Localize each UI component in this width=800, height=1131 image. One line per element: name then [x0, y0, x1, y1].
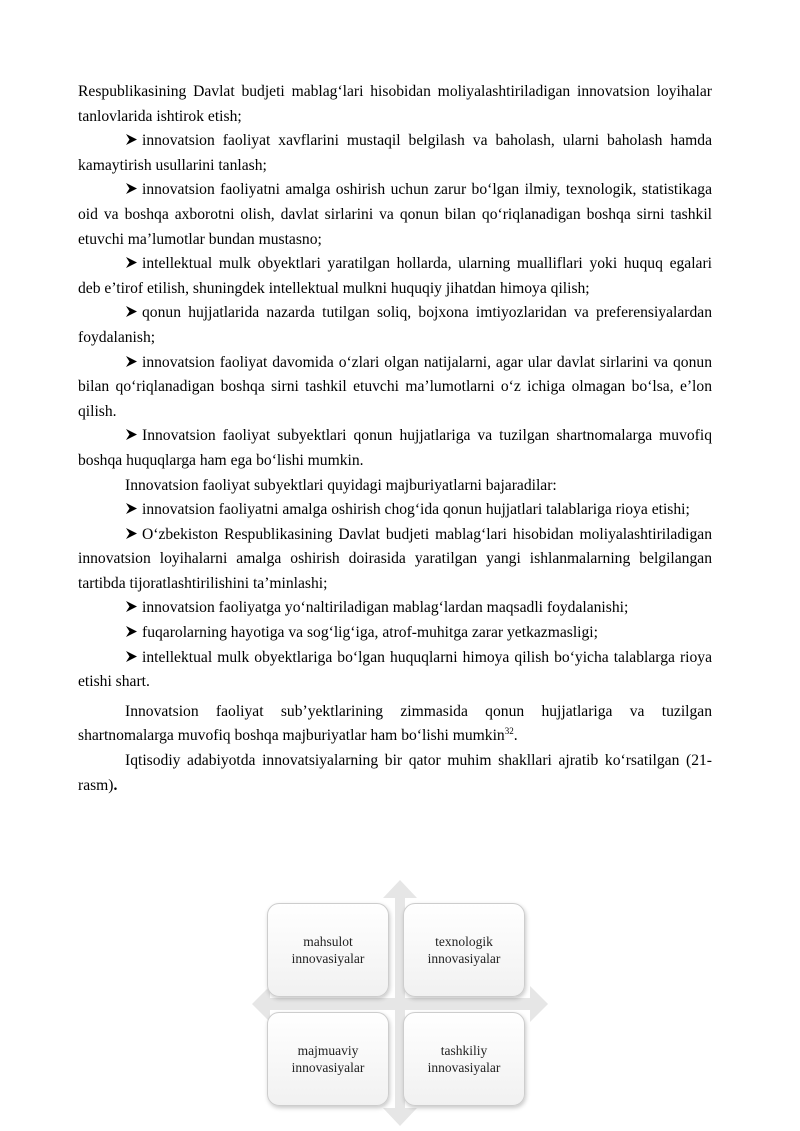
paragraph-text: Iqtisodiy adabiyotda innovatsiyalarning bir qator muhim shakllari ajratib ko‘rsatilgan (21-rasm): [78, 752, 712, 794]
bullet-text: Innovatsion faoliyat subyektlari qonun hujjatlariga va tuzilgan shartnomalarga muvofiq boshqa huquqlarga ham ega bo‘lishi mumkin.: [78, 427, 712, 469]
arrow-bullet-icon: [125, 129, 142, 154]
paragraph: Innovatsion faoliyat subyektlari quyidagi majburiyatlarni bajaradilar:: [125, 476, 557, 494]
document-body: [78, 80, 712, 798]
arrow-bullet-icon: [125, 646, 142, 671]
diagram-box-product-innovations: mahsulot innovasiyalar: [267, 903, 389, 997]
bullet-item: [78, 621, 712, 646]
bullet-item: [78, 301, 712, 350]
arrow-bullet-icon: [125, 424, 142, 449]
innovation-forms-diagram: [250, 880, 550, 1130]
diagram-box-organizational-innovations: tashkiliy innovasiyalar: [403, 1012, 525, 1106]
diagram-box-complex-innovations: majmuaviy innovasiyalar: [267, 1012, 389, 1106]
paragraph: [78, 749, 712, 798]
arrow-bullet-icon: [125, 596, 142, 621]
bullet-item: [78, 523, 712, 597]
bullet-item: [78, 596, 712, 621]
bullet-text: intellektual mulk obyektlari yaratilgan hollarda, ularning mualliflari yoki huquq egalari deb e’tirof etilish, shuningdek intellektual mulkni huquqiy jihatdan himoya qilish;: [78, 255, 712, 297]
arrow-bullet-icon: [125, 351, 142, 376]
paragraph: [78, 700, 712, 749]
arrow-bullet-icon: [125, 178, 142, 203]
bullet-text: innovatsion faoliyat xavflarini mustaqil belgilash va baholash, ularni baholash hamda kamaytirish usullarini tanlash;: [78, 132, 712, 174]
bullet-text: innovatsion faoliyatni amalga oshirish uchun zarur bo‘lgan ilmiy, texnologik, statistikaga oid va boshqa axborotni olish, davlat sirlarini va qonun bilan qo‘riqlanadigan boshqa sirni tashkil etuvchi ma’lumotlar bundan mustasno;: [78, 181, 712, 248]
bullet-item: [78, 646, 712, 695]
bullet-text: fuqarolarning hayotiga va sog‘lig‘iga, atrof-muhitga zarar yetkazmasligi;: [142, 624, 598, 642]
diagram-box-technological-innovations: texnologik innovasiyalar: [403, 903, 525, 997]
bullet-text: innovatsion faoliyatni amalga oshirish chog‘ida qonun hujjatlari talablariga rioya etishi;: [142, 501, 690, 519]
arrow-bullet-icon: [125, 498, 142, 523]
paragraph-text: Innovatsion faoliyat sub’yektlarining zimmasida qonun hujjatlariga va tuzilgan shartnomalarga muvofiq boshqa majburiyatlar ham bo‘lishi mumkin: [78, 702, 712, 745]
bullet-item: [78, 351, 712, 425]
bullet-item: [78, 129, 712, 178]
bullet-item: [78, 424, 712, 473]
arrow-bullet-icon: [125, 252, 142, 277]
bullet-item: [78, 178, 712, 252]
arrow-bullet-icon: [125, 621, 142, 646]
bullet-text: qonun hujjatlarida nazarda tutilgan soliq, bojxona imtiyozlaridan va preferensiyalardan foydalanish;: [78, 304, 712, 346]
paragraph-period: .: [513, 727, 518, 745]
bullet-item: [78, 252, 712, 301]
footnote-marker[interactable]: 32: [504, 726, 514, 737]
bullet-text: innovatsion faoliyat davomida o‘zlari olgan natijalarni, agar ular davlat sirlarini va qonun bilan qo‘riqlanadigan boshqa sirni tashkil etuvchi ma’lumotlarni o‘z ichiga olmagan bo‘lsa, e’lon qilish.: [78, 353, 712, 420]
bullet-text: intellektual mulk obyektlariga bo‘lgan huquqlarni himoya qilish bo‘yicha talablarga rioya etishi shart.: [78, 648, 712, 691]
bullet-item: [78, 498, 712, 523]
bullet-text: innovatsion faoliyatga yo‘naltiriladigan mablag‘lardan maqsadli foydalanishi;: [142, 599, 629, 617]
arrow-bullet-icon: [125, 523, 142, 548]
arrow-bullet-icon: [125, 301, 142, 326]
paragraph-period: .: [113, 776, 118, 794]
bullet-text: O‘zbekiston Respublikasining Davlat budjeti mablag‘lari hisobidan moliyalashtiriladigan innovatsion loyihalarni amalga oshirish doirasida yaratilgan yangi ishlanmalarning belgilangan tartibda tijoratlashtirilishini ta’minlashi;: [78, 525, 712, 592]
paragraph-continuation: Respublikasining Davlat budjeti mablag‘lari hisobidan moliyalashtiriladigan innovatsion loyihalar tanlovlarida ishtirok etish;: [78, 83, 712, 125]
